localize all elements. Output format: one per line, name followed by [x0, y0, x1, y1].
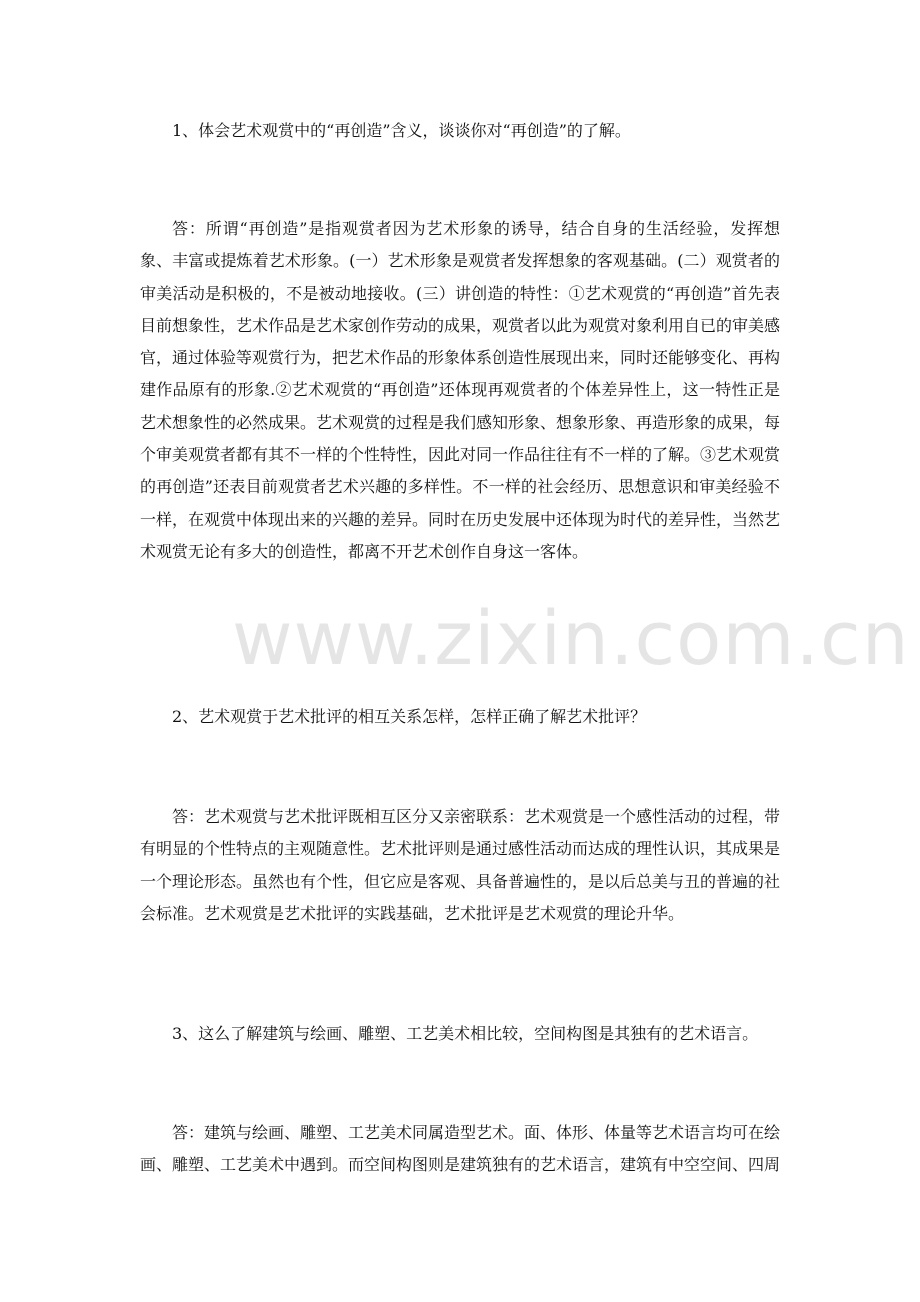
question-2: 2、艺术观赏于艺术批评的相互关系怎样，怎样正确了解艺术批评？: [172, 707, 647, 726]
answer-2: 答：艺术观赏与艺术批评既相互区分又亲密联系：艺术观赏是一个感性活动的过程，带有明显的个性特点的主观随意性。艺术批评则是通过感性活动而达成的理性认识，其成果是一个理论形态。虽然也有个性，但它应是客观、具备普遍性的，是以后总美与丑的普遍的社会标准。艺术观赏是艺术批评的实践基础，艺术批评是艺术观赏的理论升华。: [140, 807, 781, 923]
watermark-text: www.zixin.com.cn: [232, 596, 910, 682]
question-1: 1、体会艺术观赏中的“再创造”含义，谈谈你对“再创造”的了解。: [172, 121, 631, 140]
answer-1: 答：所谓“再创造”是指观赏者因为艺术形象的诱导，结合自身的生活经验，发挥想象、丰富或提炼着艺术形象。(一）艺术形象是观赏者发挥想象的客观基础。(二）观赏者的审美活动是积极的，不是被动地接收。(三）讲创造的特性：①艺术观赏的“再创造”首先表目前想象性，艺术作品是艺术家创作劳动的成果，观赏者以此为观赏对象利用自已的审美感官，通过体验等观赏行为，把艺术作品的形象体系创造性展现出来，同时还能够变化、再构建作品原有的形象.②艺术观赏的“再创造”还体现再观赏者的个体差异性上，这一特性正是艺术想象性的必然成果。艺术观赏的过程是我们感知形象、想象形象、再造形象的成果，每个审美观赏者都有其不一样的个性特性，因此对同一作品往往有不一样的了解。③艺术观赏的再创造”还表目前观赏者艺术兴趣的多样性。不一样的社会经历、思想意识和审美经验不一样，在观赏中体现出来的兴趣的差异。同时在历史发展中还体现为时代的差异性，当然艺术观赏无论有多大的创造性，都离不开艺术创作自身这一客体。: [140, 219, 781, 561]
question-3: 3、这么了解建筑与绘画、雕塑、工艺美术相比较，空间构图是其独有的艺术语言。: [172, 1024, 759, 1043]
answer-3: 答：建筑与绘画、雕塑、工艺美术同属造型艺术。面、体形、体量等艺术语言均可在绘画、雕塑、工艺美术中遇到。而空间构图则是建筑独有的艺术语言，建筑有中空空间、四周: [140, 1123, 781, 1175]
